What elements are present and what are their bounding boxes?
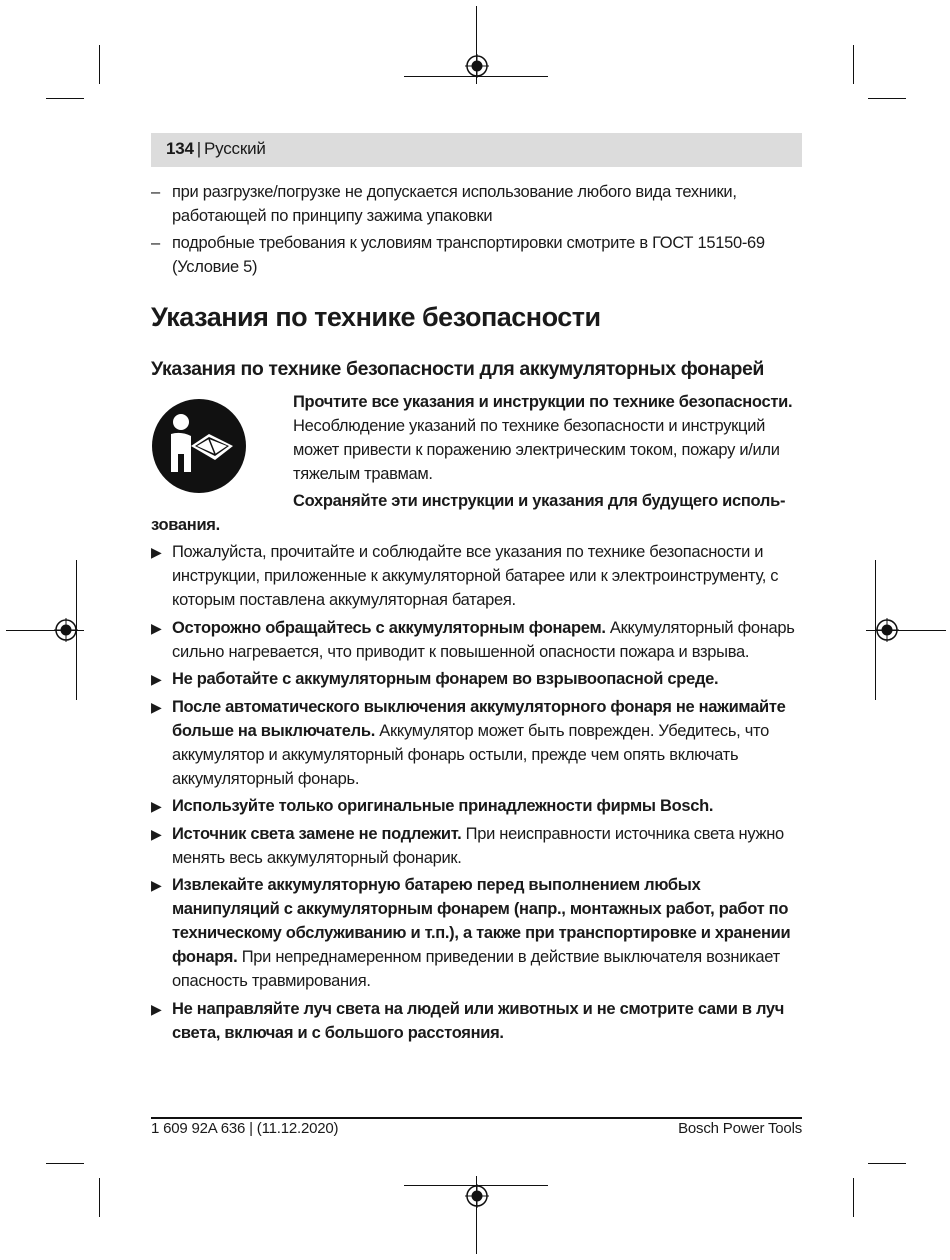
bullet-arrow-icon: ▶ — [151, 877, 162, 893]
crop-mark — [853, 45, 854, 84]
registration-mark-icon — [465, 1184, 489, 1208]
keep-instructions — [151, 489, 806, 537]
bullet-text: Аккумулятор может быть поврежден. Убедитесь, что аккумулятор и аккумуляторный фонарь остыли, прежде чем опять включать аккумуляторный фонарь. — [172, 721, 769, 788]
crop-mark — [868, 1163, 906, 1164]
keep-instructions-line2: зования. — [151, 516, 220, 534]
bullet-arrow-icon: ▶ — [151, 1000, 162, 1017]
bullet-text: Аккумуляторный фонарь сильно нагревается, что приводит к повышенной опасности пожара и взрыва. — [172, 618, 795, 661]
list-item — [151, 180, 806, 228]
crop-mark — [853, 1178, 854, 1217]
keep-instructions-line1: Сохраняйте эти инструкции и указания для будущего исполь- — [293, 492, 786, 510]
bullet-text: Пожалуйста, прочитайте и соблюдайте все указания по технике безопасности и инструкции, приложенные к аккумуляторной батарее или к электроинструменту, с которым поставлена аккумуляторная батарея. — [172, 543, 779, 609]
registration-mark-icon — [875, 618, 899, 642]
list-item — [151, 231, 806, 279]
header-language: Русский — [203, 139, 266, 158]
bullet-bold: Извлекайте аккумуляторную батарею перед выполнением любых манипуляций с аккумуляторным фонарем (напр., монтажных работ, работ по техническому обслуживанию и т.п.), а также при транспортировке и хранении фонаря. — [172, 876, 791, 966]
bullet-bold: Источник света замене не подлежит. — [172, 824, 462, 843]
bullet-arrow-icon: ▶ — [151, 698, 162, 715]
list-item — [151, 667, 806, 691]
crop-mark — [46, 98, 84, 99]
crop-mark — [868, 98, 906, 99]
bullet-bold: Не направляйте луч света на людей или животных и не смотрите сами в луч света, включая и с большого расстояния. — [172, 999, 785, 1042]
registration-mark-icon — [465, 54, 489, 78]
subsection-title: Указания по технике безопасности для аккумуляторных фонарей — [151, 358, 764, 380]
page-number: 134 — [166, 139, 194, 158]
bullet-arrow-icon: ▶ — [151, 544, 162, 560]
intro-paragraph — [293, 390, 803, 492]
bullet-arrow-icon: ▶ — [151, 619, 162, 636]
crop-mark — [99, 45, 100, 84]
read-manual-icon — [151, 398, 247, 494]
bullet-arrow-icon: ▶ — [151, 798, 162, 814]
list-item — [151, 997, 806, 1045]
crop-mark — [46, 1163, 84, 1164]
intro-bold: Прочтите все указания и инструкции по технике безопасности. — [293, 393, 793, 411]
bullet-bold: Осторожно обращайтесь с аккумуляторным фонарем. — [172, 618, 606, 637]
list-item — [151, 540, 806, 612]
list-item — [151, 873, 806, 993]
list-item — [151, 794, 806, 818]
crop-mark — [99, 1178, 100, 1217]
bullet-bold: Используйте только оригинальные принадлежности фирмы Bosch. — [172, 797, 714, 815]
bullet-arrow-icon: ▶ — [151, 825, 162, 842]
list-item — [151, 822, 806, 870]
list-item-text: при разгрузке/погрузке не допускается использование любого вида техники, работающей по принципу зажима упаковки — [172, 183, 737, 225]
dash-marker: – — [151, 234, 160, 252]
intro-text: Несоблюдение указаний по технике безопасности и инструкций может привести к поражению электрическим током, пожару и/или тяжелым травмам. — [293, 417, 780, 483]
bullet-arrow-icon: ▶ — [151, 671, 162, 687]
bullet-bold: После автоматического выключения аккумуляторного фонаря не нажимайте больше на выключатель. — [172, 697, 786, 740]
header-separator: | — [196, 139, 201, 158]
bullet-text: При непреднамеренном приведении в действие выключателя возникает опасность травмирования. — [172, 948, 780, 990]
section-title: Указания по технике безопасности — [151, 302, 601, 332]
list-item — [151, 616, 806, 664]
list-item-text: подробные требования к условиям транспортировки смотрите в ГОСТ 15150-69 (Условие 5) — [172, 234, 765, 276]
bullet-bold: Не работайте с аккумуляторным фонарем во взрывоопасной среде. — [172, 670, 719, 688]
list-item — [151, 695, 806, 791]
registration-mark-icon — [54, 618, 78, 642]
footer-brand: Bosch Power Tools — [678, 1120, 802, 1137]
transport-notes — [151, 180, 806, 282]
safety-list — [151, 540, 806, 1048]
page-header — [166, 139, 266, 159]
dash-marker: – — [151, 183, 160, 201]
footer-divider — [151, 1117, 802, 1119]
footer-doc-number: 1 609 92A 636 | (11.12.2020) — [151, 1120, 339, 1137]
bullet-text: При неисправности источника света нужно менять весь аккумуляторный фонарик. — [172, 824, 784, 867]
